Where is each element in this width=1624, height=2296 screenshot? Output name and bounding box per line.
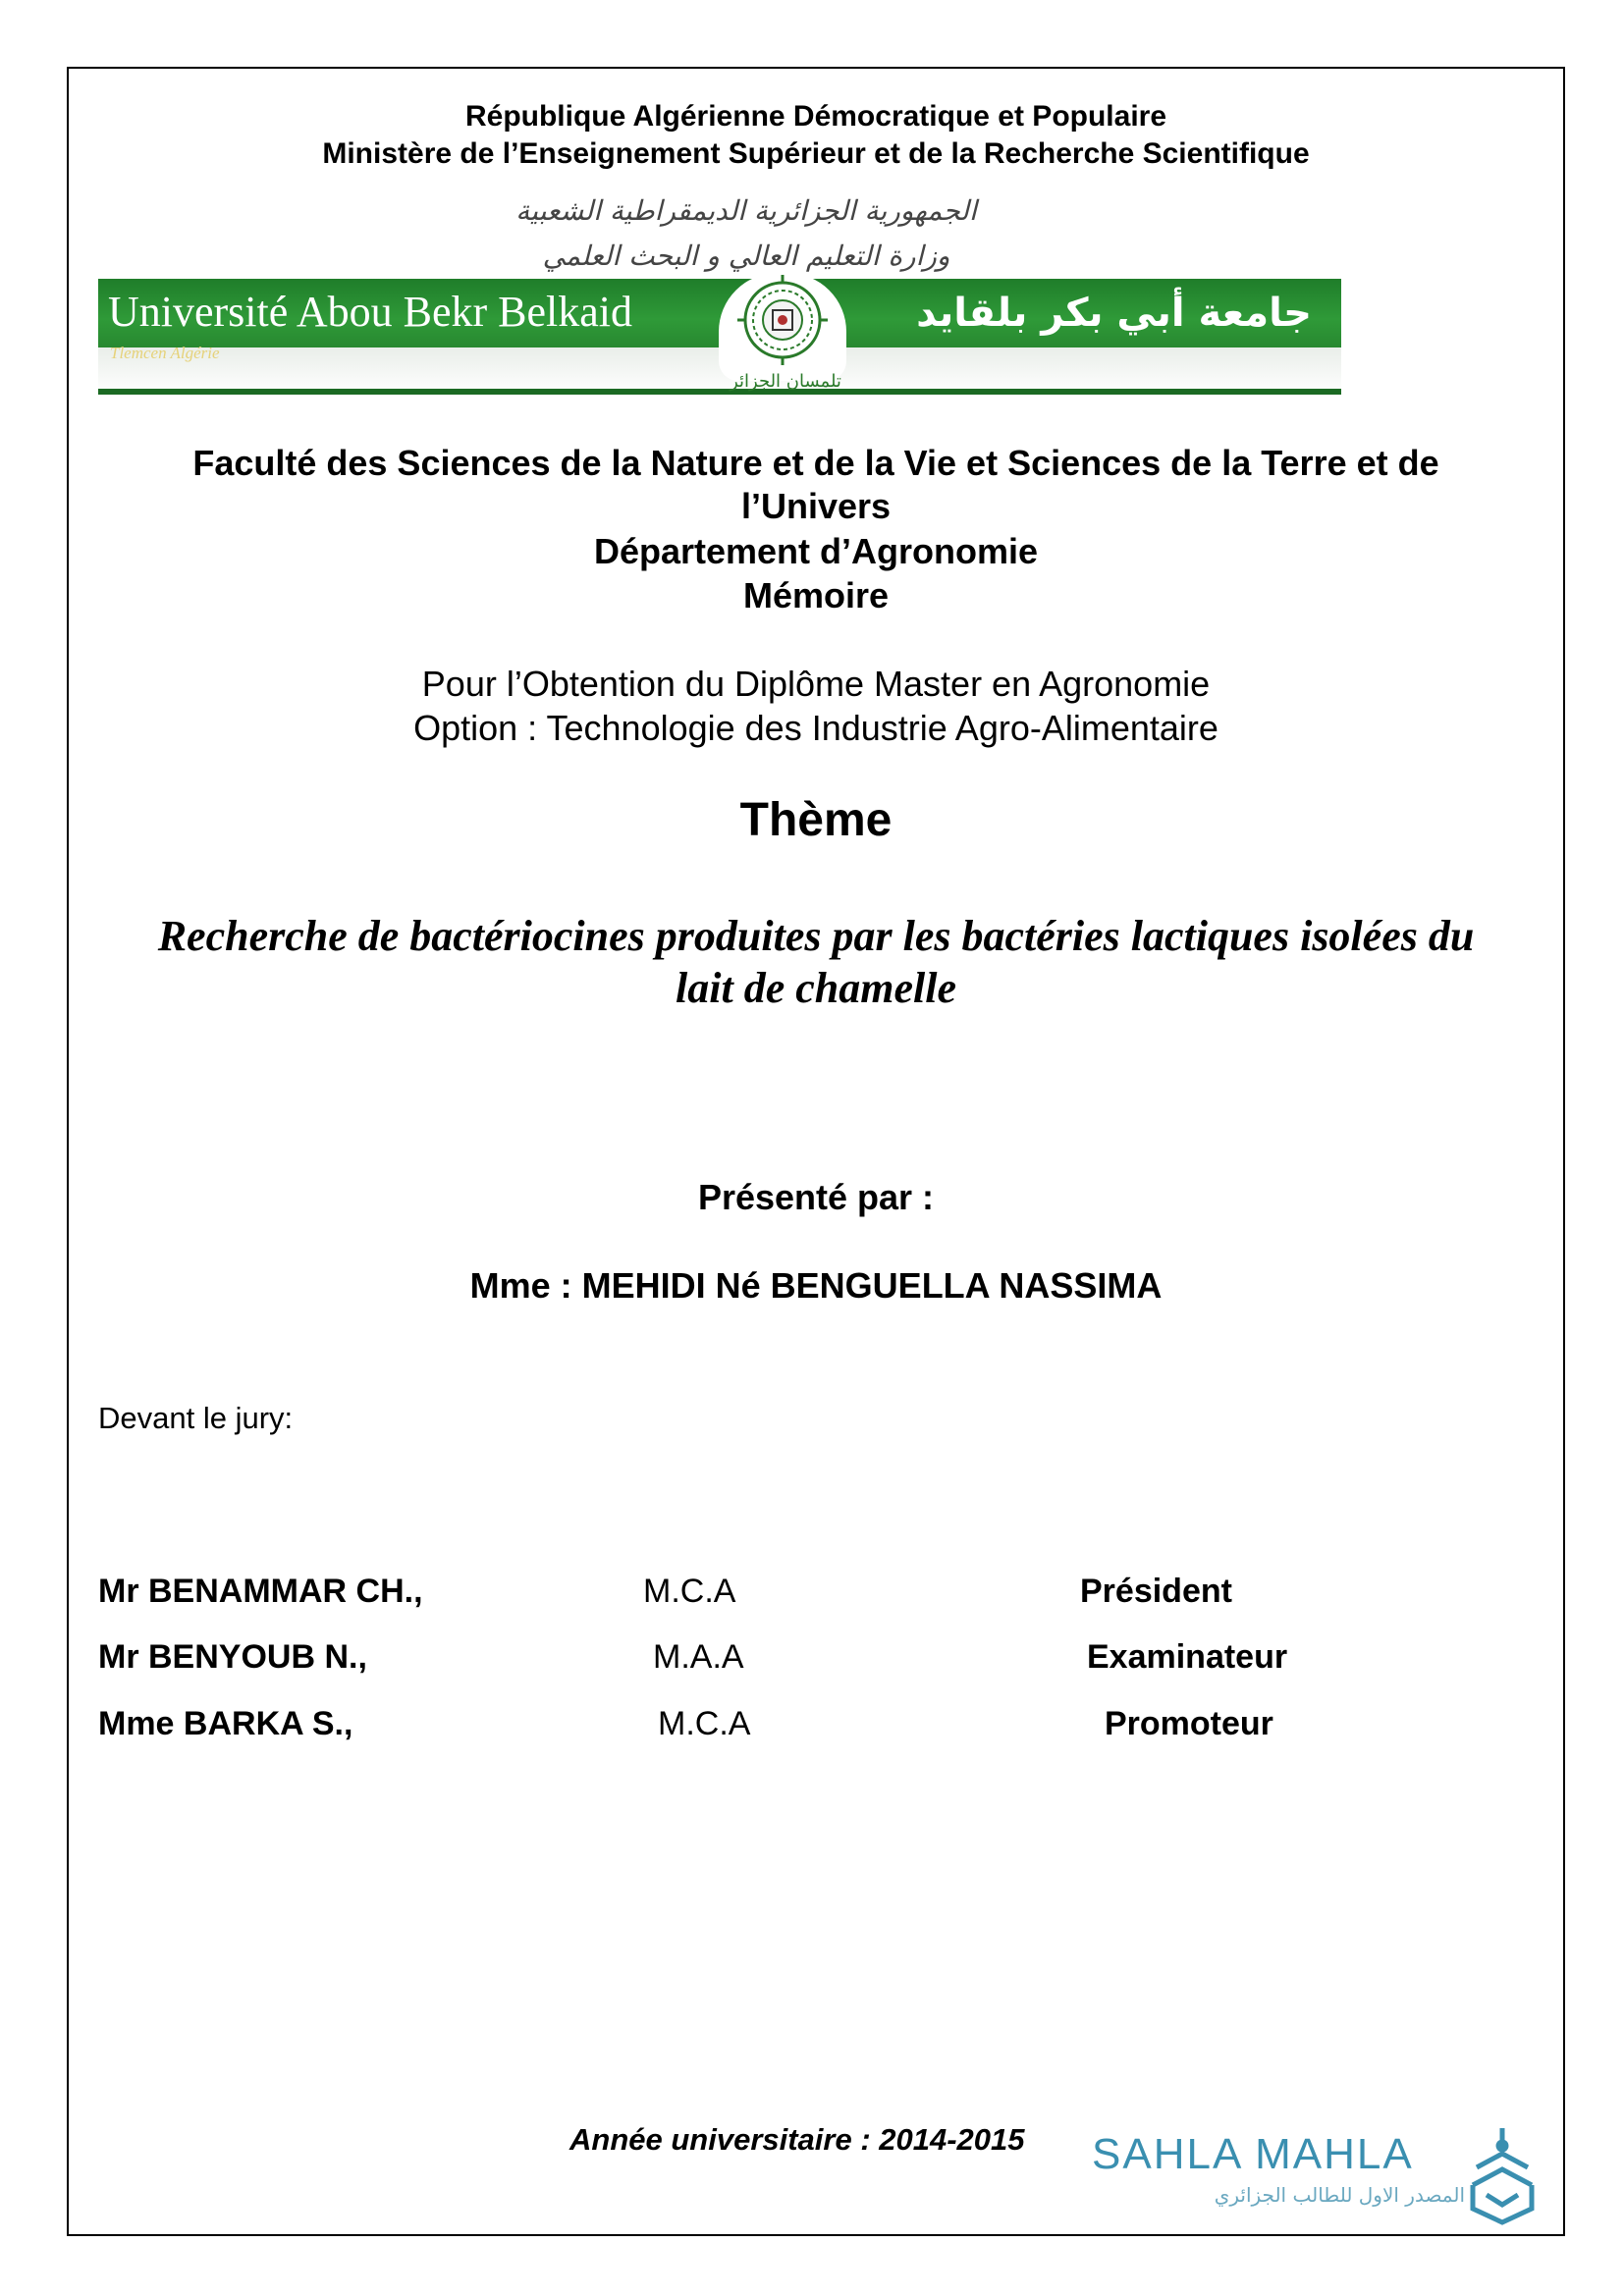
theme-title-line-2: lait de chamelle bbox=[676, 964, 956, 1012]
republic-title: République Algérienne Démocratique et Populaire bbox=[464, 100, 1167, 133]
jury-member-row bbox=[98, 1705, 1375, 1754]
document-type: Mémoire bbox=[742, 575, 890, 615]
university-emblem bbox=[719, 273, 846, 381]
diploma-option: Option : Technologie des Industrie Agro-Alimentaire bbox=[413, 708, 1218, 748]
jury-member-name: Mme BARKA S., bbox=[98, 1705, 353, 1742]
jury-member-name: Mr BENAMMAR CH., bbox=[98, 1573, 423, 1610]
emblem-caption: تلمسان الجزائر bbox=[730, 371, 841, 392]
emblem-icon bbox=[719, 273, 846, 371]
watermark-brand: SAHLA MAHLA bbox=[1092, 2130, 1414, 2178]
watermark-tagline: المصدر الاول للطالب الجزائري bbox=[1214, 2183, 1465, 2207]
author-name: Mme : MEHIDI Né BENGUELLA NASSIMA bbox=[469, 1265, 1163, 1306]
arabic-ministry-title: وزارة التعليم العالي و البحث العلمي bbox=[542, 240, 950, 272]
jury-member-name: Mr BENYOUB N., bbox=[98, 1638, 367, 1676]
jury-member-grade: M.C.A bbox=[658, 1705, 751, 1742]
academic-year: Année universitaire : 2014-2015 bbox=[569, 2122, 1025, 2157]
jury-member-role: Président bbox=[1080, 1573, 1232, 1610]
faculty-line-2: l’Univers bbox=[740, 486, 892, 526]
faculty-line-1: Faculté des Sciences de la Nature et de la Vie et Sciences de la Terre et de bbox=[192, 443, 1439, 483]
theme-heading: Thème bbox=[739, 794, 893, 846]
jury-member-role: Examinateur bbox=[1087, 1638, 1288, 1676]
arabic-header bbox=[353, 188, 1139, 279]
department-name: Département d’Agronomie bbox=[593, 531, 1039, 571]
jury-member-row bbox=[98, 1573, 1375, 1622]
university-name-ar: جامعة أبي بكر بلقايد bbox=[916, 291, 1312, 336]
ministry-title: Ministère de l’Enseignement Supérieur et de la Recherche Scientifique bbox=[322, 137, 1310, 170]
university-name-fr: Université Abou Bekr Belkaid bbox=[108, 288, 633, 336]
theme-title-line-1: Recherche de bactériocines produites par les bactéries lactiques isolées du bbox=[157, 912, 1475, 960]
watermark-logo-icon bbox=[1463, 2120, 1542, 2228]
diploma-line-1: Pour l’Obtention du Diplôme Master en Agronomie bbox=[421, 664, 1211, 704]
jury-member-row bbox=[98, 1638, 1375, 1687]
presented-by-label: Présenté par : bbox=[697, 1177, 935, 1217]
arabic-republic-title: الجمهورية الجزائرية الديمقراطية الشعبية bbox=[515, 194, 977, 227]
university-banner bbox=[98, 279, 1341, 395]
jury-member-grade: M.A.A bbox=[653, 1638, 744, 1676]
jury-member-role: Promoteur bbox=[1105, 1705, 1273, 1742]
jury-member-grade: M.C.A bbox=[643, 1573, 736, 1610]
university-location-fr: Tlemcen Algérie bbox=[110, 344, 220, 362]
jury-label: Devant le jury: bbox=[98, 1401, 294, 1435]
